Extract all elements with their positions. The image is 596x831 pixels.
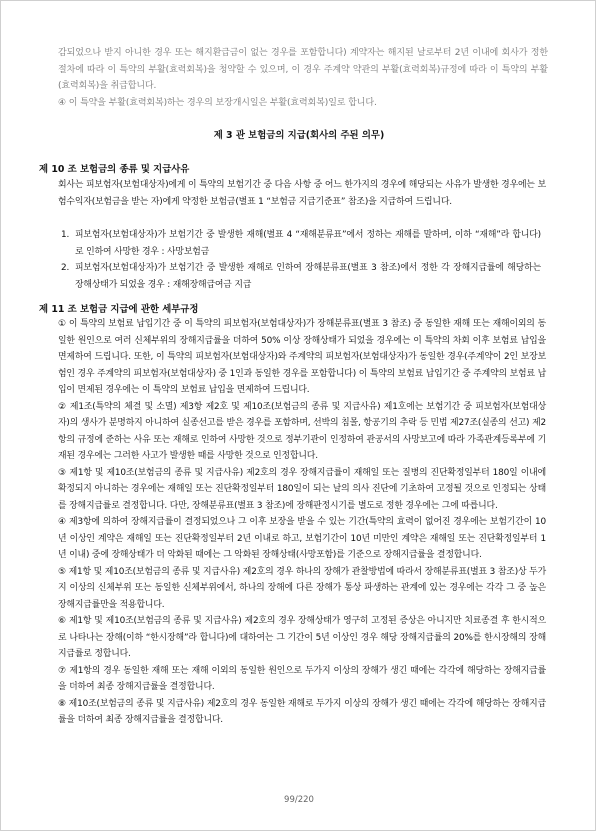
article-11-paragraph-8: ⑧ 제10조(보험금의 종류 및 지급사유) 제2호의 경우 동일한 재해로 두가지 이상의 장해가 생긴 때에는 각각에 해당하는 장해지급률을 더하여 최종 장해지급률을 결정합니다. (58, 698, 546, 725)
section-title: 제 3 관 보험금의 지급(회사의 주된 의무) (213, 130, 385, 141)
article-11-paragraph-3: ③ 제1항 및 제10조(보험금의 종류 및 지급사유) 제2호의 경우 장해지급률이 재해일 또는 질병의 진단확정일부터 180일 이내에 확정되지 아니하는 경우에는 재해일 또는 진단확정일부터 180일이 되는 날의 의사 진단에 기초하여 고정될 것으로 인정되는 상태를 장해지급률로 결정합니다. 다만, 장해분류표(별표 3 참조)에 장해판정시기를 별도로 정한 경우에는 그에 따릅니다. (58, 467, 546, 511)
intro-block (58, 45, 548, 111)
article-11-paragraph-7: ⑦ 제1항의 경우 동일한 재해 또는 재해 이외의 동일한 원인으로 두가지 이상의 장해가 생긴 때에는 각각에 해당하는 장해지급률을 더하여 최종 장해지급률을 결정합니다. (58, 665, 546, 692)
article-11-body (58, 316, 546, 729)
list-item (61, 227, 541, 260)
article-11-paragraph-2: ② 제1조(특약의 체결 및 소멸) 제3항 제2호 및 제10조(보험금의 종류 및 지급사유) 제1호에는 보험기간 중 피보험자(보험대상자)의 생사가 분명하지 아니하여 실종선고를 받은 경우를 포함하며, 선박의 침몰, 항공기의 추락 등 민법 제27조(실종의 선고) 제2항의 규정에 준하는 사유 또는 재해로 인하여 사망한 것으로 정부기관이 인정하여 관공서의 사망보고에 따라 가족관계등록부에 기재된 경우에는 그러한 사고가 발생한 때를 사망한 것으로 인정합니다. (58, 401, 546, 461)
article-10-list (61, 227, 541, 293)
article-11-paragraph-4: ④ 제3항에 의하여 장해지급률이 결정되었으나 그 이후 보장을 받을 수 있는 기간(특약의 효력이 없어진 경우에는 보험기간이 10년 이상인 계약은 재해일 또는 진단확정일부터 2년 이내로 하고, 보험기간이 10년 미만인 계약은 재해일 또는 진단확정일부터 1년 이내) 중에 장해상태가 더 악화된 때에는 그 악화된 장해상태(사망포함)를 기준으로 장해지급률을 결정합니다. (58, 517, 546, 560)
list-item (61, 260, 541, 293)
intro-paragraph: 감되었으나 받지 아니한 경우 또는 해지환급금이 없는 경우를 포함합니다) 계약자는 해지된 날로부터 2년 이내에 회사가 정한 절차에 따라 이 특약의 부활(효력회복)을 청약할 수 있으며, 이 경우 주계약 약관의 부활(효력회복)규정에 따라 이 특약의 부활(효력회복)을 취급합니다. (58, 48, 548, 92)
article-10-body (58, 177, 546, 210)
intro-paragraph-4: ④ 이 특약을 부활(효력회복)하는 경우의 보장개시일은 부활(효력회복)일로 합니다. (58, 97, 377, 108)
article-11-paragraph-6: ⑥ 제1항 및 제10조(보험금의 종류 및 지급사유) 제2호의 경우 장해상태가 영구히 고정된 증상은 아니지만 치료종결 후 한시적으로 나타나는 장해(이하 “한시장해”라 합니다)에 대하여는 그 기간이 5년 이상인 경우 해당 장해지급률의 20%를 한시장해의 장해지급률로 정합니다. (58, 616, 546, 659)
page-number: 99/220 (284, 795, 314, 805)
list-item-number: 1. (61, 230, 70, 240)
article-11-paragraph-5: ⑤ 제1항 및 제10조(보험금의 종류 및 지급사유) 제2호의 경우 하나의 장해가 관찰방법에 따라서 장해분류표(별표 3 참조)상 두가지 이상의 신체부위 또는 동일한 신체부위에서, 하나의 장해에 다른 장해가 통상 파생하는 관계에 있는 경우에는 각각 그 중 높은 장해지급률만을 적용합니다. (58, 566, 546, 610)
list-item-text: 피보험자(보험대상자)가 보험기간 중 발생한 재해로 인하여 장해분류표(별표 3 참조)에서 정한 각 장해지급률에 해당하는 장해상태가 되었을 경우 : 재해장해급여금 지급 (75, 263, 541, 290)
article-11-paragraph-1: ① 이 특약의 보험료 납입기간 중 이 특약의 피보험자(보험대상자)가 장해분류표(별표 3 참조) 중 동일한 재해 또는 재해이외의 동일한 원인으로 여러 신체부위의 장해지급률을 더하여 50% 이상 장해상태가 되었을 경우에는 이 특약의 차회 이후 보험료 납입을 면제하여 드립니다. 또한, 이 특약의 피보험자(보험대상자)와 주계약의 피보험자(보험대상자)가 동일한 경우(주계약이 2인 보장보험인 경우 주계약의 피보험자(보험대상자) 중 1인과 동일한 경우를 포함합니다) 이 특약의 보험료 납입기간 중 주계약의 보험료 납입이 면제된 경우에는 이 특약의 보험료 납입을 면제하여 드립니다. (58, 319, 546, 395)
article-10-title: 제 10 조 보험금의 종류 및 지급사유 (39, 164, 190, 175)
article-10-text: 회사는 피보험자(보험대상자)에게 이 특약의 보험기간 중 다음 사항 중 어느 한가지의 경우에 해당되는 사유가 발생한 경우에는 보험수익자(보험금을 받는 자)에게 약정한 보험금(별표 1 “보험금 지급기준표” 참조)을 지급하여 드립니다. (58, 180, 546, 207)
list-item-text: 피보험자(보험대상자)가 보험기간 중 발생한 재해(별표 4 “재해분류표”에서 정하는 재해를 말하며, 이하 “재해”라 합니다)로 인하여 사망한 경우 : 사망보험금 (75, 230, 541, 257)
list-item-number: 2. (61, 263, 70, 273)
article-11-title: 제 11 조 보험금 지급에 관한 세부규정 (39, 304, 199, 315)
